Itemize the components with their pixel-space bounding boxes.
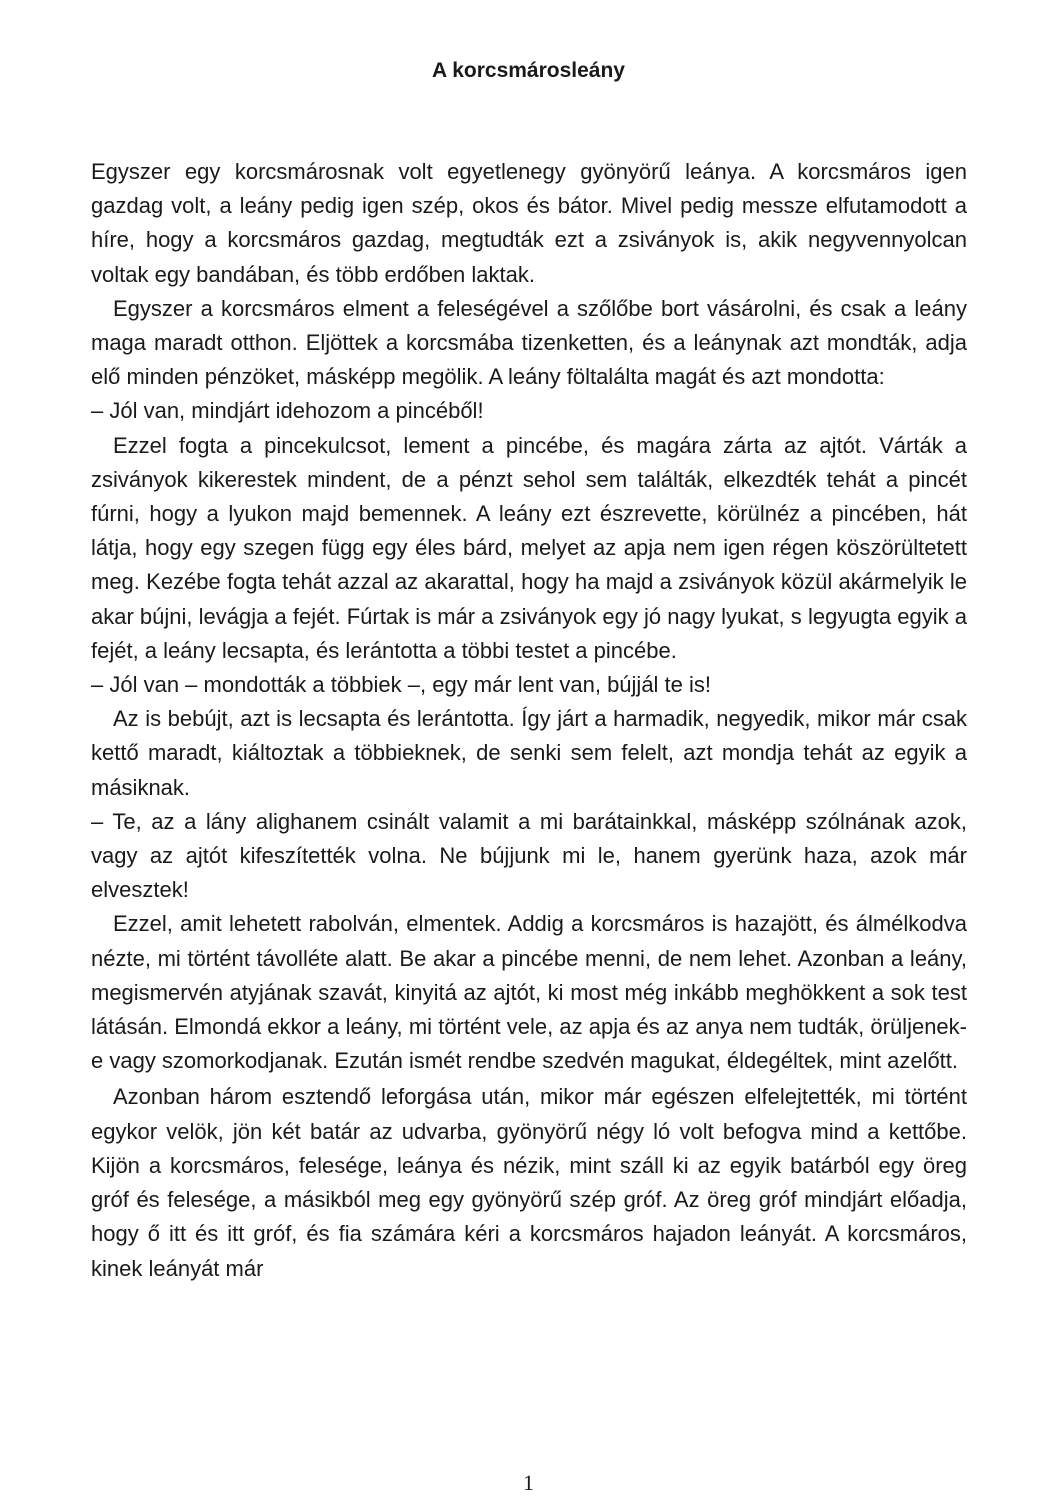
paragraph: Az is bebújt, azt is lecsapta és lerántotta. Így járt a harmadik, negyedik, mikor már csak kettő maradt, kiáltoztak a többieknek, de senki sem felelt, azt mondja tehát az egyik a másiknak. bbox=[91, 706, 967, 800]
paragraph: Azonban három esztendő leforgása után, mikor már egészen elfelejtették, mi történt egykor velök, jön két batár az udvarba, gyönyörű négy ló volt befogva mind a kettőbe. Kijön a korcsmáros, felesége, leánya és nézik, mint száll ki az egyik batárból egy öreg gróf és felesége, a másikból meg egy gyönyörű szép gróf. Az öreg gróf mindjárt előadja, hogy ő itt és itt gróf, és fia számára kéri a korcsmáros hajadon leányát. A korcsmáros, kinek leányát már bbox=[91, 1084, 967, 1281]
dialogue-line: – Jól van – mondották a többiek –, egy már lent van, bújjál te is! bbox=[91, 672, 712, 698]
dialogue-line: – Jól van, mindjárt idehozom a pincéből! bbox=[91, 398, 484, 424]
page-title: A korcsmárosleány bbox=[432, 59, 625, 82]
story-body bbox=[91, 155, 967, 1286]
paragraph: Egyszer a korcsmáros elment a feleségével a szőlőbe bort vásárolni, és csak a leány maga maradt otthon. Eljöttek a korcsmába tizenketten, és a leánynak azt mondták, adja elő minden pénzöket, másképp megölik. A leány föltalálta magát és azt mondotta: bbox=[91, 295, 967, 390]
page-number: 1 bbox=[523, 1470, 534, 1495]
paragraph: Ezzel fogta a pincekulcsot, lement a pincébe, és magára zárta az ajtót. Várták a zsiványok kikerestek mindent, de a pénzt sehol sem találták, elkezdték tehát a pincét fúrni, hogy a lyukon majd bemennek. A leány ezt észrevette, körülnéz a pincében, hát látja, hogy egy szegen függ egy éles bárd, melyet az apja nem igen régen köszörültetett meg. Kezébe fogta tehát azzal az akarattal, hogy ha majd a zsiványok közül akármelyik le akar bújni, levágja a fejét. Fúrtak is már a zsiványok egy jó nagy lyukat, s legyugta egyik a fejét, a leány lecsapta, és lerántotta a többi testet a pincébe. bbox=[91, 432, 967, 663]
paragraph: Egyszer egy korcsmárosnak volt egyetlenegy gyönyörű leánya. A korcsmáros igen gazdag volt, a leány pedig igen szép, okos és bátor. Mivel pedig messze elfutamodott a híre, hogy a korcsmáros gazdag, megtudták ezt a zsiványok is, akik negyvennyolcan voltak egy bandában, és több erdőben laktak. bbox=[91, 159, 967, 287]
paragraph: Ezzel, amit lehetett rabolván, elmentek. Addig a korcsmáros is hazajött, és álmélkodva nézte, mi történt távolléte alatt. Be akar a pincébe menni, de nem lehet. Azonban a leány, megismervén atyjának szavát, kinyitá az ajtót, ki most még inkább meghökkent a sok test látásán. Elmondá ekkor a leány, mi történt vele, az apja és az anya nem tudták, örüljenek-e vagy szomorkodjanak. Ezután ismét rendbe szedvén magukat, éldegéltek, mint azelőtt. bbox=[91, 911, 967, 1074]
dialogue-line: – Te, az a lány alighanem csinált valamit a mi barátainkkal, másképp szólnának azok, vagy az ajtót kifeszítették volna. Ne bújjunk mi le, hanem gyerünk haza, azok már elvesztek! bbox=[91, 808, 967, 903]
